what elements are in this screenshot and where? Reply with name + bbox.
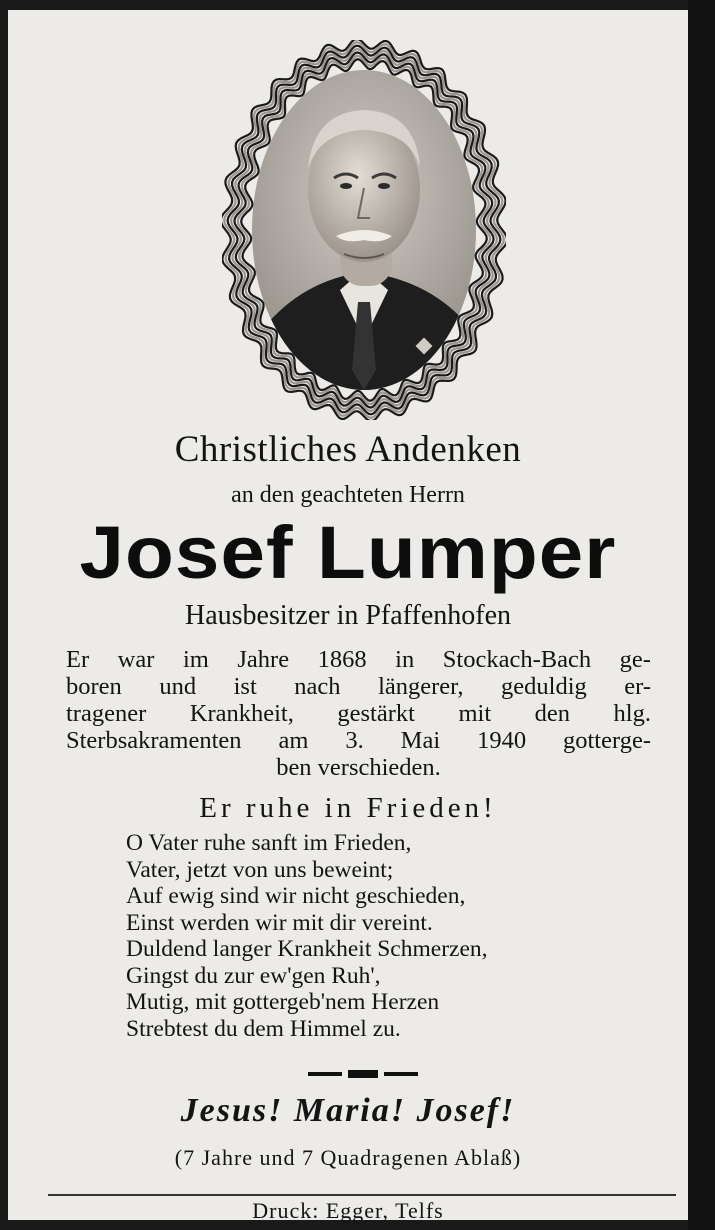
poem-line: Einst werden wir mit dir vereint.	[126, 909, 433, 936]
poem-line: O Vater ruhe sanft im Frieden,	[126, 830, 412, 856]
biography-line: tragener Krankheit, gestärkt mit den hlg.	[66, 700, 651, 727]
poem-line: Auf ewig sind wir nicht geschieden,	[126, 883, 466, 909]
deceased-name: Josef Lumper	[79, 511, 617, 594]
dedication-line: an den geachteten Herrn	[231, 482, 465, 508]
biography-line: boren und ist nach längerer, geduldig er-	[66, 673, 651, 700]
poem-line: Gingst du zur ew'gen Ruh',	[126, 962, 381, 989]
rest-in-peace-line: Er ruhe in Frieden!	[199, 792, 497, 824]
divider-ornament	[308, 1069, 418, 1079]
biography-line: ben verschieden.	[276, 754, 441, 781]
poem-line: Mutig, mit gottergeb'nem Herzen	[126, 989, 440, 1015]
occupation-line: Hausbesitzer in Pfaffenhofen	[184, 600, 512, 631]
memorial-card	[8, 10, 688, 1223]
memorial-poem	[126, 830, 488, 1042]
card-heading: Christliches Andenken	[174, 429, 522, 470]
biography-line: Er war im Jahre 1868 in Stockach-Bach ge-	[66, 646, 651, 673]
indulgence-note: (7 Jahre und 7 Quadragenen Ablaß)	[174, 1145, 522, 1170]
printer-credit: Druck: Egger, Telfs	[252, 1198, 444, 1223]
footer-rule	[48, 1194, 676, 1196]
card-shadow-edge	[688, 0, 715, 1230]
biography-paragraph	[66, 646, 651, 781]
invocation-line: Jesus! Maria! Josef!	[180, 1092, 516, 1129]
poem-line: Vater, jetzt von uns beweint;	[126, 856, 394, 883]
poem-line: Duldend langer Krankheit Schmerzen,	[126, 936, 488, 962]
portrait-photo	[222, 40, 506, 420]
poem-line: Strebtest du dem Himmel zu.	[126, 1015, 401, 1042]
biography-line: Sterbsakramenten am 3. Mai 1940 gotterge-	[66, 727, 651, 754]
